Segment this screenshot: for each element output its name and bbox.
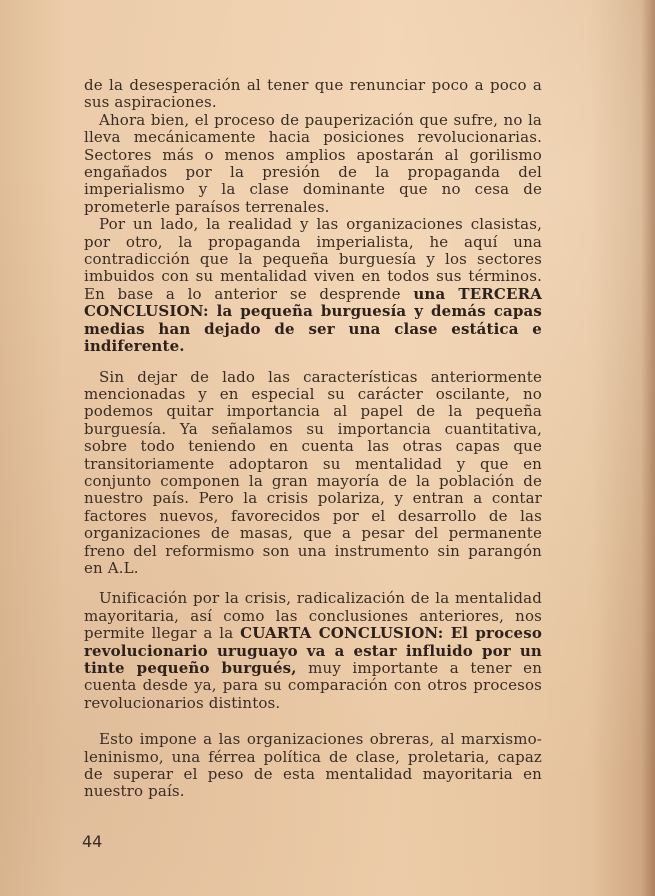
paragraph-5-text: Unificación por la crisis, radicalización de la mentalidad mayoritaria, así como las conclusiones anteriores, nos permite llegar a la [84, 589, 542, 643]
paragraph-5 [84, 590, 542, 712]
page-number: 44 [82, 832, 103, 851]
fourth-conclusion-bold: CUARTA CONCLUSION: El proceso revolucionario uruguayo va a estar influido por un tinte pequeño burgués, [84, 624, 542, 677]
paragraph-1 [84, 77, 542, 112]
paragraph-2 [84, 112, 542, 216]
paragraph-5-tail: muy importante a tener en cuenta desde ya, para su comparación con otros procesos revolucionarios distintos. [84, 659, 542, 712]
paragraph-6-text: Esto impone a las organizaciones obreras, al marxismo-leninismo, una férrea política de clase, proletaria, capaz de superar el peso de esta mentalidad mayoritaria en nuestro país. [84, 730, 542, 801]
paragraph-3 [84, 216, 542, 355]
third-conclusion-bold: una TERCERA CONCLUSION: la pequeña burguesía y demás capas medias han dejado de ser una clase estática e indiferente. [84, 284, 542, 356]
paragraph-4-text: Sin dejar de lado las características anteriormente mencionadas y en especial su carácter oscilante, no podemos quitar importancia al papel de la pequeña burguesía. Ya señalamos su importancia cuantitativa, sobre todo teniendo en cuenta las otras capas que transitoriamente adoptaron su mentalidad y que en conjunto componen la gran mayoría de la población de nuestro país. Pero la crisis polariza, y entran a contar factores nuevos, favorecidos por el desarrollo de las organizaciones de masas, que a pesar del permanente freno del reformismo son una instrumento sin parangón en A.L. [84, 367, 542, 577]
paragraph-4 [84, 369, 542, 578]
page-edge-shadow [641, 0, 655, 896]
text-column [84, 77, 542, 801]
paragraph-3-text: Por un lado, la realidad y las organizaciones clasistas, por otro, la propaganda imperialista, he aquí una contradicción que la pequeña burguesía y los sectores imbuidos con su mentalidad viven en todos sus términos. En base a lo anterior se desprende [84, 215, 542, 303]
paragraph-1-text: de la desesperación al tener que renunciar poco a poco a sus aspiraciones. [84, 76, 542, 112]
paragraph-6 [84, 731, 542, 801]
paragraph-2-text: Ahora bien, el proceso de pauperización que sufre, no la lleva mecánicamente hacia posiciones revolucionarias. Sectores más o menos amplios apostarán al gorilismo engañados por la presión de la propaganda del imperialismo y la clase dominante que no cesa de prometerle paraísos terrenales. [84, 110, 542, 216]
